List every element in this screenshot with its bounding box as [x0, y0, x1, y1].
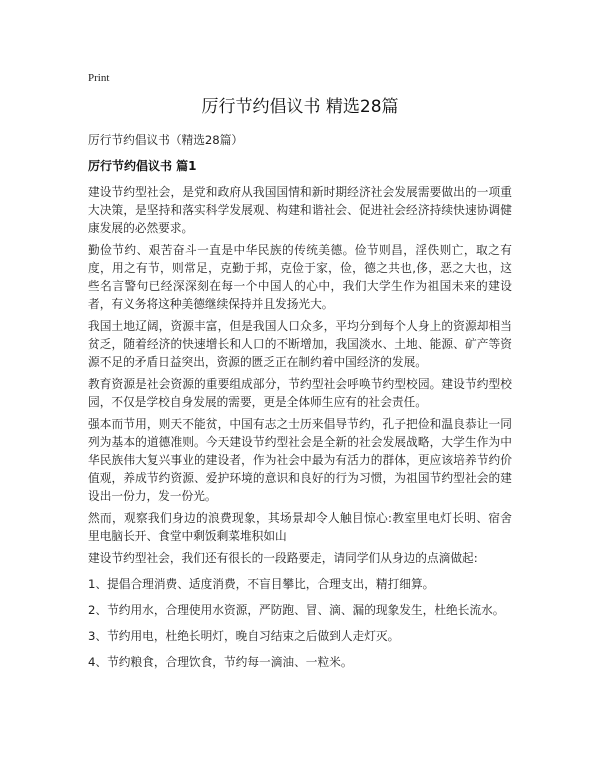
paragraph-values: 强本而节用，则天不能贫，中国有志之士历来倡导节约，孔子把俭和温良恭让一同列为基本的道德准则。今天建设节约型社会是全新的社会发展战略，大学生作为中华民族伟大复兴事业的建设者，作为社会中最为有活力的群体，更应该培养节约价值观，养成节约资源、爱护环境的意识和良好的行为习惯，为祖国节约型社会的建设出一份力，发一份光。 [88, 417, 512, 503]
document-page [88, 70, 512, 679]
paragraph-tradition: 勤俭节约、艰苦奋斗一直是中华民族的传统美德。俭节则昌，淫佚则亡，取之有度，用之有节，则常足，克勤于邦，克俭于家，俭，德之共也,侈，恶之大也，这些名言警句已经深深刻在每一个中国人的心中，我们大学生作为祖国未来的建设者，有义务将这种美德继续保持并且发扬光大。 [88, 243, 512, 311]
paragraph-intro: 建设节约型社会，是党和政府从我国国情和新时期经济社会发展需要做出的一项重大决策，是坚持和落实科学发展观、构建和谐社会、促进社会经济持续快速协调健康发展的必然要求。 [88, 185, 512, 235]
list-item: 1、提倡合理消费、适度消费，不盲目攀比，合理支出，精打细算。 [88, 577, 435, 591]
page-title: 厉行节约倡议书 精选28篇 [201, 97, 399, 117]
proposal-list [88, 575, 512, 671]
list-item: 3、节约用电，杜绝长明灯，晚自习结束之后做到人走灯灭。 [88, 629, 400, 643]
list-item: 2、节约用水，合理使用水资源，严防跑、冒、滴、漏的现象发生，杜绝长流水。 [88, 603, 505, 617]
paragraph-resources: 我国土地辽阔，资源丰富，但是我国人口众多，平均分到每个人身上的资源却相当贫乏，随着经济的快速增长和人口的不断增加，我国淡水、土地、能源、矿产等资源不足的矛盾日益突出，资源的匮乏正在制约着中国经济的发展。 [88, 319, 512, 369]
list-item: 4、节约粮食，合理饮食，节约每一滴油、一粒米。 [88, 655, 353, 669]
paragraph-call-to-action: 建设节约型社会，我们还有很长的一段路要走，请同学们从身边的点滴做起: [88, 551, 478, 565]
paragraph-education: 教育资源是社会资源的重要组成部分，节约型社会呼唤节约型校园。建设节约型校园，不仅是学校自身发展的需要，更是全体师生应有的社会责任。 [88, 377, 512, 409]
page-subtitle: 厉行节约倡议书（精选28篇） [88, 133, 244, 147]
print-label: Print [88, 72, 110, 84]
paragraph-waste: 然而，观察我们身边的浪费现象，其场景却令人触目惊心:教室里电灯长明、宿舍里电脑长开、食堂中剩饭剩菜堆积如山 [88, 511, 512, 543]
section-heading: 厉行节约倡议书 篇1 [88, 159, 197, 173]
